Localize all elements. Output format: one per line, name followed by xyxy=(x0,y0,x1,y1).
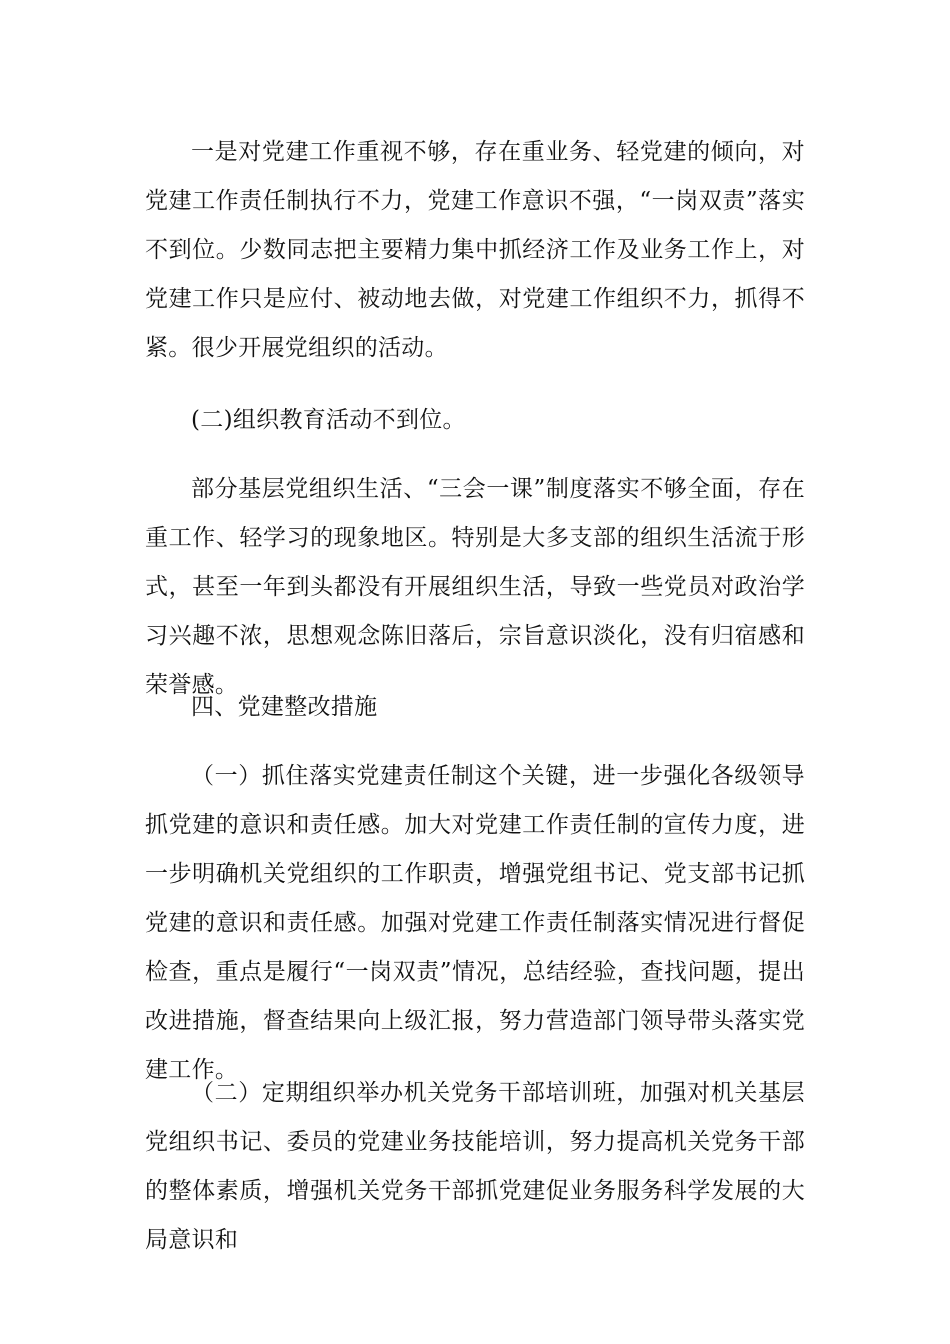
paragraph-measure-one: （一）抓住落实党建责任制这个关键，进一步强化各级领导抓党建的意识和责任感。加大对党建工作责任制的宣传力度，进一步明确机关党组织的工作职责，增强党组书记、党支部书记抓党建的意识和责任感。加强对党建工作责任制落实情况进行督促检查，重点是履行“一岗双责”情况，总结经验，查找问题，提出改进措施，督查结果向上级汇报，努力营造部门领导带头落实党建工作。 xyxy=(145,763,805,1083)
paragraph-organization-life: 部分基层党组织生活、“三会一课”制度落实不够全面，存在重工作、轻学习的现象地区。特别是大多支部的组织生活流于形式，甚至一年到头都没有开展组织生活，导致一些党员对政治学习兴趣不浓，思想观念陈旧落后，宗旨意识淡化，没有归宿感和荣誉感。 xyxy=(145,476,805,698)
paragraph-measure-two: （二）定期组织举办机关党务干部培训班，加强对机关基层党组织书记、委员的党建业务技能培训，努力提高机关党务干部的整体素质，增强机关党务干部抓党建促业务服务科学发展的大局意识和 xyxy=(145,1080,805,1253)
paragraph-party-building-neglect: 一是对党建工作重视不够，存在重业务、轻党建的倾向，对党建工作责任制执行不力，党建工作意识不强，“一岗双责”落实不到位。少数同志把主要精力集中抓经济工作及业务工作上，对党建工作只是应付、被动地去做，对党建工作组织不力，抓得不紧。很少开展党组织的活动。 xyxy=(145,139,805,361)
section-heading-rectification-measures: 四、党建整改措施 xyxy=(191,694,378,720)
subheading-education-activities: (二)组织教育活动不到位。 xyxy=(191,407,466,433)
